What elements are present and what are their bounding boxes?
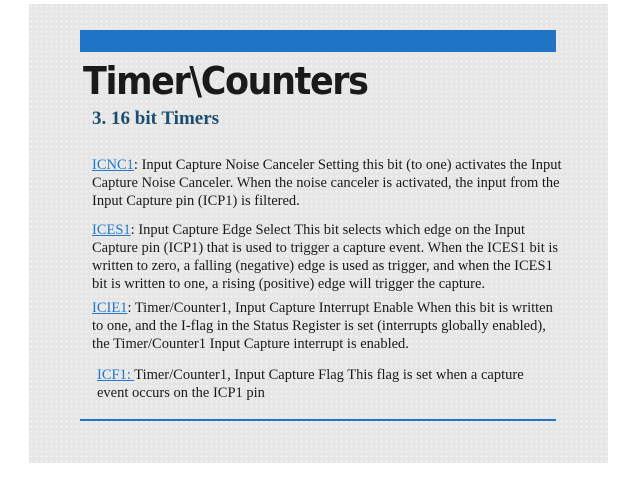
paragraph-ices1	[92, 221, 562, 293]
term-icnc1: ICNC1	[92, 157, 134, 173]
term-icie1: ICIE1	[92, 300, 128, 316]
paragraph-text: Input Capture Edge Select This bit selects which edge on the Input Capture pin (ICP1) that is used to trigger a capture event. When the ICES1 bit is written to zero, a falling (negative) edge is used as trigger, and when the ICES1 bit is written to one, a rising (positive) edge will trigger the capture.	[92, 222, 559, 292]
paragraph-text: Timer/Counter1, Input Capture Interrupt Enable When this bit is written to one, and the I-flag in the Status Register is set (interrupts globally enabled), the Timer/Counter1 Input Capture interrupt is enabled.	[92, 300, 553, 352]
paragraph-text: Input Capture Noise Canceler Setting this bit (to one) activates the Input Capture Noise Canceler. When the noise canceler is activated, the input from the Input Capture pin (ICP1) is filtered.	[92, 157, 562, 209]
paragraph-icf1	[97, 366, 557, 402]
slide-title: Timer\Counters	[83, 59, 368, 103]
term-separator: :	[127, 300, 132, 316]
term-separator: :	[130, 222, 135, 238]
paragraph-icie1	[92, 299, 562, 353]
term-icf1: ICF1:	[97, 367, 135, 383]
paragraph-icnc1	[92, 156, 562, 210]
bottom-divider-line	[80, 419, 556, 421]
term-ices1: ICES1	[92, 222, 131, 238]
paragraph-text: Timer/Counter1, Input Capture Flag This flag is set when a capture event occurs on the ICP1 pin	[97, 367, 524, 401]
term-separator: :	[133, 157, 138, 173]
top-accent-bar	[80, 30, 556, 52]
slide-subtitle: 3. 16 bit Timers	[92, 108, 220, 129]
